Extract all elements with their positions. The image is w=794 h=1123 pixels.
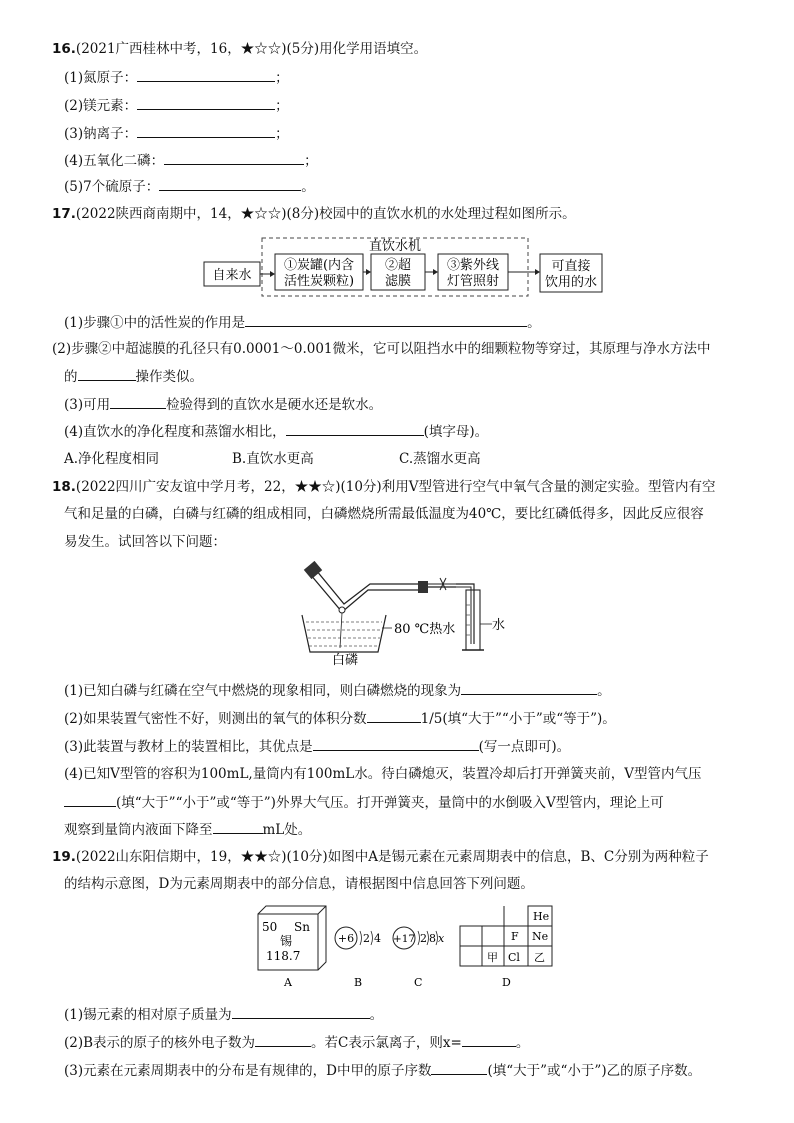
water-label: 水: [492, 618, 506, 633]
fig-c-ion-structure: [393, 927, 445, 989]
q18-part-4-cont-2: 观察到量筒内液面下降至 mL处。: [64, 822, 312, 838]
q16-item-3: (3)钠离子： ；: [64, 126, 289, 142]
tin-atomic-number: 50: [262, 920, 278, 934]
tin-name: 锡: [280, 934, 293, 948]
answer-blank[interactable]: [64, 793, 116, 807]
answer-blank[interactable]: [286, 422, 424, 436]
step2-label-1: ②超: [384, 258, 412, 273]
white-phosphorus-label: 白磷: [332, 653, 359, 668]
answer-blank[interactable]: [137, 96, 275, 110]
q17-head-text: (2022陕西商南期中，14，★☆☆)(8分)校园中的直饮水机的水处理过程如图所示。: [75, 206, 576, 222]
arrow-head: [433, 269, 438, 275]
d-he: He: [533, 910, 550, 923]
q19-part-3: (3)元素在元素周期表中的分布是有规律的，D中甲的原子序数 (填“大于”或“小于”)乙的原子序数。: [64, 1063, 702, 1079]
d-yi: 乙: [534, 951, 545, 964]
q18-number: 18.: [52, 479, 76, 495]
fig-b-atom-structure: [335, 927, 381, 989]
answer-blank[interactable]: [431, 1061, 487, 1075]
machine-label: 直饮水机: [368, 239, 422, 254]
d-jia: 甲: [487, 951, 498, 964]
d-ne: Ne: [532, 930, 549, 943]
q18-part-2: (2)如果装置气密性不好，则测出的氧气的体积分数 1/5(填“大于”“小于”或“等于”)。: [64, 711, 616, 727]
arrow-head: [535, 269, 540, 275]
rubber-connector: [418, 581, 428, 593]
hot-water-surface: [306, 622, 382, 646]
phosphorus-label-pointer: [340, 613, 342, 648]
q16-item-4: (4)五氧化二磷： ；: [64, 153, 318, 169]
element-figures: [250, 900, 560, 992]
q18-heading: [52, 478, 715, 496]
q17-part-2-cont: 的 操作类似。: [64, 369, 203, 385]
q18-part-3: (3)此装置与教材上的装置相比，其优点是 (写一点即可)。: [64, 739, 571, 755]
q17-option-c: C.蒸馏水更高: [399, 451, 481, 467]
v-tube: [310, 574, 418, 612]
arrow-head: [270, 271, 275, 277]
q16-item-5: (5)7个硫原子： 。: [64, 179, 315, 195]
step2-label-2: 滤膜: [384, 274, 412, 289]
answer-blank[interactable]: [137, 68, 275, 82]
caption-c: C: [414, 976, 423, 989]
answer-blank[interactable]: [159, 177, 301, 191]
q17-part-1: (1)步骤①中的活性炭的作用是 。: [64, 315, 541, 331]
b-shell-1: 2: [363, 932, 370, 945]
q16-heading: [52, 40, 427, 58]
end-label-1: 可直接: [551, 259, 591, 274]
step3-label-2: 灯管照射: [446, 274, 500, 289]
arrow-head: [366, 269, 371, 275]
d-cl: Cl: [508, 951, 520, 964]
b-shell-2: 4: [374, 932, 381, 945]
step3-label-1: ③紫外线: [446, 258, 500, 273]
answer-blank[interactable]: [313, 737, 479, 751]
q16-item-2: (2)镁元素： ；: [64, 98, 289, 114]
answer-blank[interactable]: [367, 709, 421, 723]
water-process-flowchart: [200, 232, 610, 302]
q17-number: 17.: [52, 206, 76, 222]
c-shell-1: 2: [420, 932, 427, 945]
q19-part-2: (2)B表示的原子的核外电子数为 。若C表示氯离子，则x= 。: [64, 1035, 530, 1051]
q17-option-a: A.净化程度相同: [64, 451, 160, 467]
q17-part-4: (4)直饮水的净化程度和蒸馏水相比， (填字母)。: [64, 424, 489, 440]
q18-part-1: (1)已知白磷与红磷在空气中燃烧的现象相同，则白磷燃烧的现象为 。: [64, 683, 611, 699]
q18-head-text-1: (2022四川广安友谊中学月考，22，★★☆)(10分)利用V型管进行空气中氧气含量的测定实验。型管内有空: [75, 479, 716, 495]
answer-blank[interactable]: [164, 151, 304, 165]
b-nucleus: +6: [337, 932, 355, 945]
q18-head-text-2: 气和足量的白磷，白磷与红磷的组成相同，白磷燃烧所需最低温度为40℃，要比红磷低得多，因此反应很容: [64, 506, 704, 522]
q19-heading: [52, 848, 709, 866]
answer-blank[interactable]: [213, 820, 263, 834]
q17-part-3: (3)可用 检验得到的直饮水是硬水还是软水。: [64, 397, 383, 413]
caption-b: B: [354, 976, 363, 989]
v-tube-apparatus-figure: [290, 560, 530, 670]
c-nucleus: +17: [392, 933, 416, 945]
beaker: [302, 615, 386, 652]
stopper: [304, 561, 322, 579]
q17-part-2: (2)步骤②中超滤膜的孔径只有0.0001～0.001微米，它可以阻挡水中的细颗粒物等穿过，其原理与净水方法中: [52, 341, 711, 357]
step1-label-2: 活性炭颗粒): [283, 274, 355, 289]
answer-blank[interactable]: [78, 367, 136, 381]
c-shell-3: x: [438, 932, 445, 945]
answer-blank[interactable]: [255, 1033, 311, 1047]
white-phosphorus-dot: [339, 607, 345, 613]
c-shell-2: 8: [429, 932, 436, 945]
q19-head-text-2: 的结构示意图，D为元素周期表中的部分信息，请根据图中信息回答下列问题。: [64, 876, 534, 892]
q16-head-text: (2021广西桂林中考，16，★☆☆)(5分)用化学用语填空。: [75, 41, 428, 57]
answer-blank[interactable]: [462, 1033, 516, 1047]
answer-blank[interactable]: [232, 1005, 370, 1019]
hot-water-label: 80 ℃热水: [394, 622, 456, 637]
answer-blank[interactable]: [137, 124, 275, 138]
step1-label-1: ①炭罐(内含: [283, 258, 355, 273]
tin-mass: 118.7: [266, 949, 301, 963]
tin-symbol: Sn: [294, 920, 310, 934]
d-f: F: [511, 930, 519, 943]
end-label-2: 饮用的水: [544, 275, 598, 290]
q18-part-4-cont-1: (填“大于”“小于”或“等于”)外界大气压。打开弹簧夹，量筒中的水倒吸入V型管内，理论上可: [64, 793, 664, 812]
fig-a-tin-cell: [258, 906, 326, 989]
q17-heading: [52, 205, 576, 223]
q19-head-text-1: (2022山东阳信期中，19，★★☆)(10分)如图中A是锡元素在元素周期表中的信息，B、C分别为两种粒子: [75, 849, 709, 865]
q16-number: 16.: [52, 41, 76, 57]
measuring-cylinder: [466, 590, 480, 650]
q18-part-4: (4)已知V型管的容积为100mL,量筒内有100mL水。待白磷熄灭，装置冷却后打开弹簧夹前，V型管内气压: [64, 766, 702, 782]
answer-blank[interactable]: [461, 681, 597, 695]
caption-a: A: [284, 976, 292, 989]
tap-water-label: 自来水: [212, 268, 252, 283]
caption-d: D: [502, 976, 511, 989]
q19-part-1: (1)锡元素的相对原子质量为 。: [64, 1007, 384, 1023]
q18-head-text-3: 易发生。试回答以下问题：: [64, 534, 226, 550]
q17-option-b: B.直饮水更高: [232, 451, 314, 467]
q19-number: 19.: [52, 849, 76, 865]
answer-blank[interactable]: [110, 395, 166, 409]
q16-item-1: (1)氮原子： ；: [64, 70, 289, 86]
answer-blank[interactable]: [245, 313, 527, 327]
